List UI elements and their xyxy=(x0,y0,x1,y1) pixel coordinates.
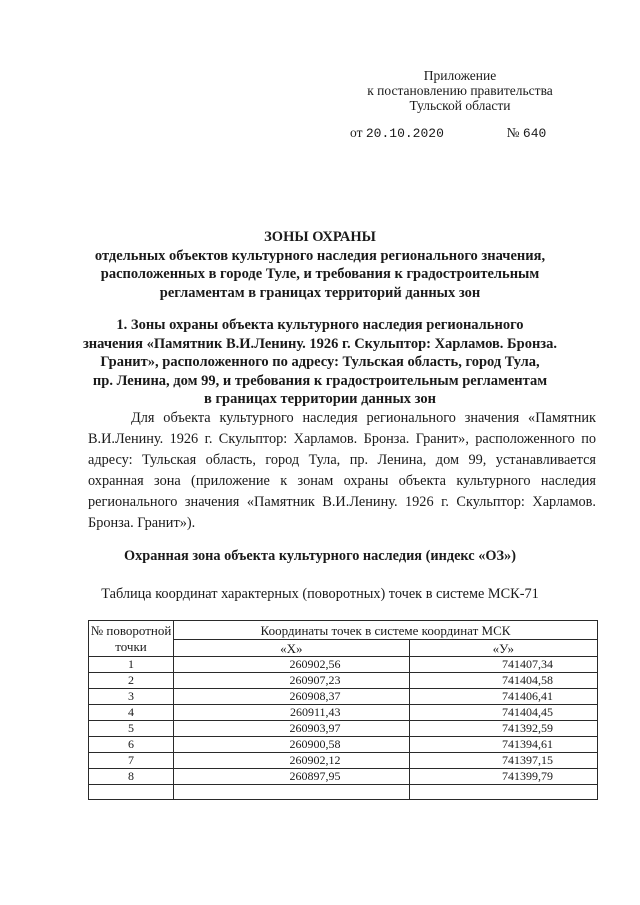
point-number: 5 xyxy=(89,721,174,737)
point-number: 7 xyxy=(89,753,174,769)
point-number: 4 xyxy=(89,705,174,721)
y-value: 741407,34 xyxy=(409,657,597,673)
appendix-label: Приложение xyxy=(423,68,497,83)
section-line-2: значения «Памятник В.И.Ленину. 1926 г. Скульптор: Харламов. Бронза. xyxy=(82,335,558,352)
empty-cell xyxy=(174,785,410,800)
table-caption: Таблица координат характерных (поворотных) точек в системе МСК-71 xyxy=(101,586,539,602)
table-row xyxy=(89,657,598,673)
title-main: ЗОНЫ ОХРАНЫ xyxy=(264,229,376,245)
table-row xyxy=(89,737,598,753)
y-value: 741404,58 xyxy=(409,673,597,689)
table-row-empty xyxy=(89,785,598,800)
section-line-1: 1. Зоны охраны объекта культурного наследия регионального xyxy=(116,317,524,333)
coordinates-table xyxy=(88,620,598,800)
table-row xyxy=(89,705,598,721)
section-line-3: Гранит», расположенного по адресу: Тульская область, город Тула, xyxy=(100,354,540,370)
section-1-heading xyxy=(60,316,580,409)
point-number-header: № поворотной точки xyxy=(89,621,174,657)
body-paragraph: Для объекта культурного наследия регионального значения «Памятник В.И.Ленину. 1926 г. Скульптор: Харламов. Бронза. Гранит», расположенного по адресу: Тульская область, город Тула, пр. Ленина, дом 99, устанавливается охранная зона (приложение к зонам охраны объекта культурного наследия регионального значения «Памятник В.И.Ленину. 1926 г. Скульптор: Харламов. Бронза. Гранит»). xyxy=(88,410,596,531)
y-value: 741399,79 xyxy=(409,769,597,785)
x-value: 260903,97 xyxy=(174,721,410,737)
decree-date-number xyxy=(350,125,546,141)
point-number: 6 xyxy=(89,737,174,753)
y-value: 741406,41 xyxy=(409,689,597,705)
appendix-region-line: Тульской области xyxy=(409,98,511,113)
appendix-ref-line: к постановлению правительства xyxy=(367,83,553,98)
y-value: 741404,45 xyxy=(409,705,597,721)
x-value: 260908,37 xyxy=(174,689,410,705)
title-line-3: регламентам в границах территорий данных зон xyxy=(159,284,481,301)
section-line-5: в границах территории данных зон xyxy=(204,391,436,407)
table-row xyxy=(89,721,598,737)
point-number: 1 xyxy=(89,657,174,673)
title-line-1: отдельных объектов культурного наследия регионального значения, xyxy=(94,247,546,264)
empty-cell xyxy=(89,785,174,800)
zone-subheading: Охранная зона объекта культурного наследия (индекс «ОЗ») xyxy=(124,548,516,564)
y-value: 741392,59 xyxy=(409,721,597,737)
x-column-header: «Х» xyxy=(174,640,410,657)
x-value: 260902,56 xyxy=(174,657,410,673)
table-row xyxy=(89,753,598,769)
x-value: 260897,95 xyxy=(174,769,410,785)
point-number: 3 xyxy=(89,689,174,705)
y-value: 741397,15 xyxy=(409,753,597,769)
x-value: 260902,12 xyxy=(174,753,410,769)
x-value: 260900,58 xyxy=(174,737,410,753)
section-line-4: пр. Ленина, дом 99, и требования к градостроительным регламентам xyxy=(92,372,548,389)
table-row xyxy=(89,769,598,785)
x-value: 260911,43 xyxy=(174,705,410,721)
document-title xyxy=(60,228,580,302)
point-number: 2 xyxy=(89,673,174,689)
y-column-header: «У» xyxy=(409,640,597,657)
point-number: 8 xyxy=(89,769,174,785)
table-row xyxy=(89,689,598,705)
title-line-2: расположенных в городе Туле, и требования к градостроительным xyxy=(100,266,540,282)
decree-number-sign: № xyxy=(506,125,520,140)
appendix-header xyxy=(340,68,580,113)
table-row xyxy=(89,673,598,689)
empty-cell xyxy=(409,785,597,800)
decree-date: 20.10.2020 xyxy=(365,126,444,141)
decree-number: 640 xyxy=(522,126,547,141)
coords-group-header: Координаты точек в системе координат МСК xyxy=(174,621,598,640)
y-value: 741394,61 xyxy=(409,737,597,753)
decree-prefix: от xyxy=(350,125,363,140)
x-value: 260907,23 xyxy=(174,673,410,689)
